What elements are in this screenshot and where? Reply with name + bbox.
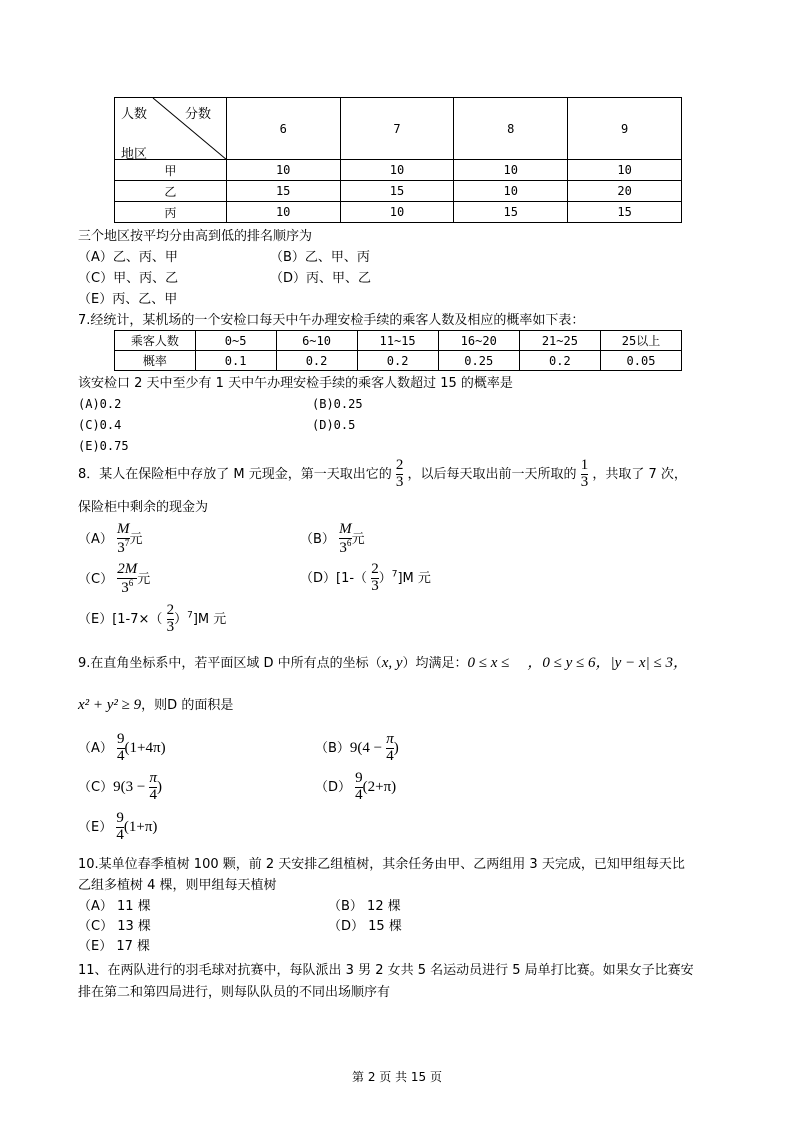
q10-option-e: （E） 17 棵: [78, 939, 151, 954]
q7-option-b: (B)0.25: [312, 397, 363, 411]
probability-table: [114, 330, 682, 371]
q8-option-e: （E）[1-7×（ $\frac{2}{3}$ ）$^7$]M 元: [78, 602, 227, 635]
fraction-2m-over-3-6: $\frac{2M}{3^6}$: [117, 561, 138, 596]
table-row: [115, 331, 682, 351]
q7-question: 该安检口 2 天中至少有 1 天中午办理安检手续的乘客人数超过 15 的概率是: [78, 376, 513, 391]
q9-option-b: （B）9(4 − $\frac{\pi}{4}$ ): [315, 731, 399, 764]
fraction-pi-over-4: $\frac{\pi}{4}$: [149, 770, 157, 803]
table-row: [115, 160, 682, 181]
fraction-m-over-3-7: $\frac{M}{3^7}$: [117, 521, 130, 556]
count-cell: 10: [568, 160, 682, 181]
region-cell: 丙: [115, 202, 227, 223]
q6-option-b: （B）乙、甲、丙: [270, 250, 370, 265]
q10-option-a: （A） 11 棵: [78, 899, 151, 914]
score-header: 7: [340, 98, 454, 160]
probability-cell: 0.05: [600, 351, 681, 371]
probability-cell: 0.2: [519, 351, 600, 371]
score-header: 6: [226, 98, 340, 160]
q11-line2: 排在第二和第四局进行，则每队队员的不同出场顺序有: [78, 985, 391, 1000]
q9-option-c: （C）9(3 − $\frac{\pi}{4}$ ): [78, 770, 162, 803]
header-cell: 乘客人数: [115, 331, 196, 351]
q8-option-b: （B） $\frac{M}{3^6}$ 元: [300, 521, 365, 556]
count-cell: 15: [568, 202, 682, 223]
q8-text-3: ，共取了 7 次，: [592, 466, 687, 482]
fraction-one-third: $\frac{1}{3}$: [580, 457, 589, 490]
q6-option-d: （D）丙、甲、乙: [270, 271, 372, 286]
count-cell: 15: [454, 202, 568, 223]
q8-stem: [78, 458, 687, 491]
corner-top-left: 人数: [121, 107, 148, 122]
q9-option-d: （D） $\frac{9}{4}$ (2+π): [315, 770, 397, 803]
probability-cell: 0.25: [438, 351, 519, 371]
header-cell: 25以上: [600, 331, 681, 351]
q8-option-c: （C） $\frac{2M}{3^6}$ 元: [78, 561, 151, 596]
q8-text-1: 8．某人在保险柜中存放了 M 元现金，第一天取出它的: [78, 466, 392, 482]
score-table: [114, 97, 682, 223]
q6-option-a: （A）乙、丙、甲: [78, 250, 178, 265]
probability-cell: 0.2: [357, 351, 438, 371]
probability-cell: 0.2: [276, 351, 357, 371]
count-cell: 20: [568, 181, 682, 202]
q7-stem: 7.经统计，某机场的一个安检口每天中午办理安检手续的乘客人数及相应的概率如下表：: [78, 313, 585, 328]
q10-line2: 乙组多植树 4 棵，则甲组每天植树: [78, 878, 277, 893]
score-header: 9: [568, 98, 682, 160]
q7-option-c: (C)0.4: [78, 418, 122, 432]
header-cell: 11~15: [357, 331, 438, 351]
corner-top-right: 分数: [185, 107, 212, 122]
q10-option-c: （C） 13 棵: [78, 919, 151, 934]
diagonal-header-cell: [115, 98, 227, 160]
page-number: 第 2 页 共 15 页: [352, 1070, 442, 1084]
q9-stem: 9.在直角坐标系中，若平面区域 D 中所有点的坐标（x, y）均满足：0 ≤ x ≤ ，0 ≤ y ≤ 6，|y − x| ≤ 3，: [78, 655, 688, 671]
q10-line1: 10.某单位春季植树 100 颗，前 2 天安排乙组植树，其余任务由甲、乙两组用 3 天完成，已知甲组每天比: [78, 857, 685, 872]
header-cell: 6~10: [276, 331, 357, 351]
header-cell: 21~25: [519, 331, 600, 351]
count-cell: 15: [226, 181, 340, 202]
probability-cell: 0.1: [195, 351, 276, 371]
q10-option-b: （B） 12 棵: [328, 899, 401, 914]
q11-line1: 11、在两队进行的羽毛球对抗赛中，每队派出 3 男 2 女共 5 名运动员进行 5 局单打比赛。如果女子比赛安: [78, 963, 694, 978]
q7-option-e: (E)0.75: [78, 439, 129, 453]
count-cell: 10: [454, 160, 568, 181]
corner-bottom: 地区: [121, 147, 148, 162]
header-cell: 16~20: [438, 331, 519, 351]
fraction-two-thirds: $\frac{2}{3}$: [395, 457, 404, 490]
score-header: 8: [454, 98, 568, 160]
q6-option-e: （E）丙、乙、甲: [78, 292, 178, 307]
table-row: [115, 202, 682, 223]
row-label-cell: 概率: [115, 351, 196, 371]
table-row: [115, 351, 682, 371]
fraction-two-thirds: $\frac{2}{3}$: [371, 561, 379, 594]
q8-option-d: （D）[1-（ $\frac{2}{3}$ ）$^7$]M 元: [300, 561, 431, 594]
q9-line2: x² + y² ≥ 9，则D 的面积是: [78, 697, 234, 713]
count-cell: 10: [226, 202, 340, 223]
q6-stem: 三个地区按平均分由高到低的排名顺序为: [78, 229, 313, 244]
q9-option-e: （E） $\frac{9}{4}$ (1+π): [78, 810, 158, 843]
table-row: [115, 181, 682, 202]
q10-option-d: （D） 15 棵: [328, 919, 402, 934]
region-cell: 乙: [115, 181, 227, 202]
count-cell: 15: [340, 181, 454, 202]
q7-option-d: (D)0.5: [312, 418, 356, 432]
count-cell: 10: [340, 160, 454, 181]
fraction-pi-over-4: $\frac{\pi}{4}$: [386, 731, 394, 764]
fraction-nine-fourths: $\frac{9}{4}$: [355, 770, 363, 803]
fraction-nine-fourths: $\frac{9}{4}$: [116, 810, 124, 843]
q7-option-a: (A)0.2: [78, 397, 122, 411]
q8-option-a: （A） $\frac{M}{3^7}$ 元: [78, 521, 143, 556]
count-cell: 10: [340, 202, 454, 223]
q8-line2: 保险柜中剩余的现金为: [78, 500, 209, 515]
region-cell: 甲: [115, 160, 227, 181]
fraction-two-thirds: $\frac{2}{3}$: [166, 602, 175, 635]
fraction-nine-fourths: $\frac{9}{4}$: [117, 731, 125, 764]
fraction-m-over-3-6: $\frac{M}{3^6}$: [339, 521, 352, 556]
count-cell: 10: [454, 181, 568, 202]
q9-option-a: （A） $\frac{9}{4}$ (1+4π): [78, 731, 166, 764]
q8-text-2: ，以后每天取出前一天所取的: [407, 466, 577, 482]
q6-option-c: （C）甲、丙、乙: [78, 271, 179, 286]
header-cell: 0~5: [195, 331, 276, 351]
count-cell: 10: [226, 160, 340, 181]
